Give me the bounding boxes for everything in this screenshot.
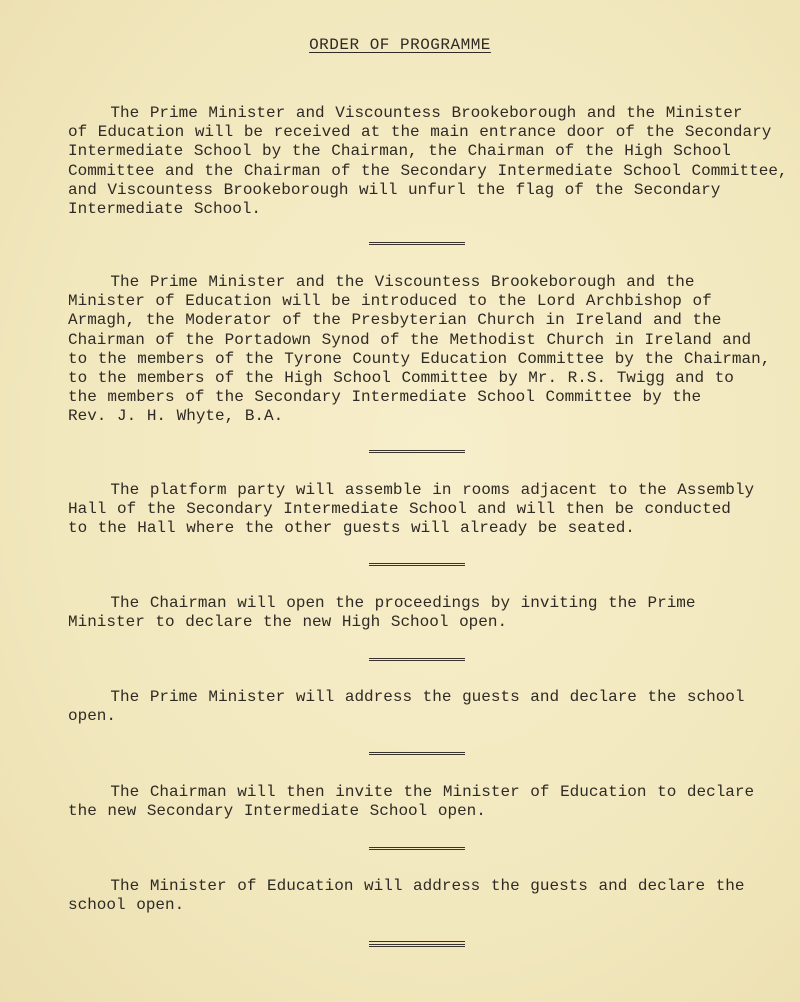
programme-item-5: The Prime Minister will address the guests and declare the school open. <box>68 688 745 726</box>
section-divider <box>369 752 465 755</box>
programme-item-3: The platform party will assemble in rooms adjacent to the Assembly Hall of the Secondary Intermediate School and will then be conducted to the Hall where the other guests will already be seated. <box>68 481 755 538</box>
section-divider <box>369 658 465 661</box>
section-divider <box>369 242 465 245</box>
programme-item-6: The Chairman will then invite the Minister of Education to declare the new Secondary Intermediate School open. <box>68 783 755 821</box>
section-divider <box>369 563 465 566</box>
programme-item-2: The Prime Minister and the Viscountess Brookeborough and the Minister of Education will be introduced to the Lord Archbishop of Armagh, the Moderator of the Presbyterian Church in Ireland and the Chairman of the Portadown Synod of the Methodist Church in Ireland and to the members of the Tyrone County Education Committee by the Chairman, to the members of the High School Committee by Mr. R.S. Twigg and to the members of the Secondary Intermediate School Committee by the Rev. J. H. Whyte, B.A. <box>68 273 771 426</box>
end-divider <box>369 941 465 947</box>
page-title: ORDER OF PROGRAMME <box>309 36 491 54</box>
section-divider <box>369 847 465 850</box>
programme-item-4: The Chairman will open the proceedings by inviting the Prime Minister to declare the new High School open. <box>68 594 696 632</box>
programme-item-1: The Prime Minister and Viscountess Brookeborough and the Minister of Education will be received at the main entrance door of the Secondary Intermediate School by the Chairman, the Chairman of the High School Committee and the Chairman of the Secondary Intermediate School Committee, and Viscountess Brookeborough will unfurl the flag of the Secondary Intermediate School. <box>68 104 788 219</box>
programme-item-7: The Minister of Education will address the guests and declare the school open. <box>68 877 745 915</box>
section-divider <box>369 450 465 453</box>
